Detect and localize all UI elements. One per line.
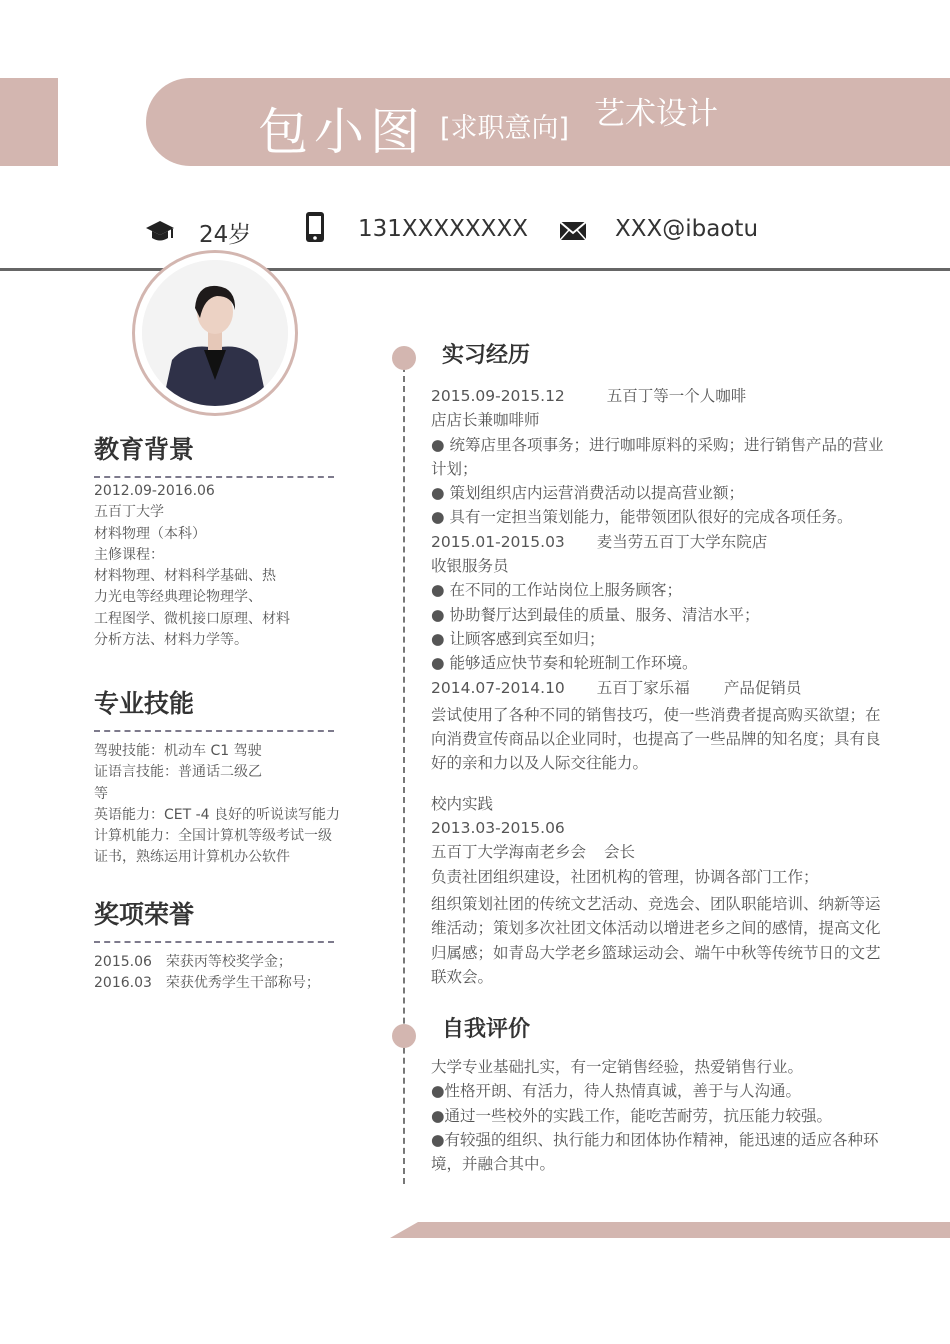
job-role: 收银服务员 [431, 557, 509, 576]
job-bullet: ● 能够适应快节奏和轮班制工作环境。 [431, 654, 698, 673]
award-date: 2016.03 [94, 975, 152, 992]
job-bullet: ● 在不同的工作站岗位上服务顾客； [431, 581, 682, 600]
job-header [431, 676, 891, 700]
education-line: 2012.09-2016.06 [94, 483, 215, 499]
skills-line: 英语能力：CET -4 良好的听说读写能力 [94, 806, 341, 823]
education-line: 力光电等经典理论物理学、 [94, 589, 262, 606]
education-title: 教育背景 [94, 435, 195, 464]
self-eval-content [431, 1055, 891, 1176]
job-intent-value: 艺术设计 [594, 96, 718, 132]
job-period: 2015.09-2015.12 [431, 387, 565, 405]
education-line: 材料物理（本科） [94, 525, 206, 542]
education-line: 分析方法、材料力学等。 [94, 632, 248, 649]
award-item [94, 973, 344, 994]
job-company: 五百丁家乐福 [596, 678, 690, 697]
header-divider [0, 268, 950, 271]
timeline-dot [392, 346, 416, 370]
internship-title: 实习经历 [442, 343, 531, 368]
skills-line: 驾驶技能：机动车 C1 驾驶 [94, 743, 262, 759]
education-divider [94, 476, 334, 478]
job-intent-label: [求职意向] [440, 113, 570, 144]
campus-paragraph: 组织策划社团的传统文艺活动、竞选会、团队职能培训、纳新等运维活动；策划多次社团文体活动以增进老乡之间的感情，提高文化归属感；如青岛大学老乡篮球运动会、端午中秋等传统节日的文艺联欢会。 [431, 894, 881, 986]
profile-photo [132, 250, 298, 416]
job-company: 五百丁等一个人咖啡 [606, 387, 747, 405]
award-date: 2015.06 [94, 954, 152, 970]
self-eval-line: ●通过一些校外的实践工作，能吃苦耐劳，抗压能力较强。 [431, 1106, 833, 1125]
timeline-line [403, 366, 405, 1184]
education-content [94, 481, 344, 651]
education-line: 主修课程： [94, 546, 164, 563]
job-bullet: ● 具有一定担当策划能力，能带领团队很好的完成各项任务。 [431, 508, 853, 527]
skills-line: 等 [94, 785, 108, 802]
job-header [431, 384, 891, 408]
campus-header [431, 840, 891, 864]
campus-period: 2013.03-2015.06 [431, 819, 565, 838]
self-eval-line: ●性格开朗、有活力，待人热情真诚，善于与人沟通。 [431, 1082, 802, 1101]
skills-content [94, 741, 354, 869]
job-bullet: ● 统筹店里各项事务；进行咖啡原料的采购；进行销售产品的营业计划； [431, 435, 884, 478]
job-company: 麦当劳五百丁大学东院店 [596, 532, 768, 551]
awards-divider [94, 941, 334, 943]
job-role: 店店长兼咖啡师 [431, 411, 540, 430]
graduation-cap-icon [144, 216, 174, 248]
skills-line: 证书，熟练运用计算机办公软件 [94, 849, 290, 866]
mail-icon [558, 218, 588, 250]
awards-content [94, 952, 344, 995]
job-bullet: ● 协助餐厅达到最佳的质量、服务、清洁水平； [431, 605, 760, 624]
candidate-name: 包小图 [258, 103, 426, 161]
age-text: 24岁 [199, 222, 252, 248]
footer-accent-bar [390, 1222, 950, 1238]
self-eval-line: 大学专业基础扎实，有一定销售经验，热爱销售行业。 [431, 1058, 804, 1076]
award-text: 荣获丙等校奖学金； [165, 954, 292, 970]
job-period: 2015.01-2015.03 [431, 532, 565, 551]
phone-icon [302, 210, 332, 242]
job-role: 产品促销员 [723, 678, 802, 697]
email-address: XXX@ibaotu [615, 216, 759, 242]
skills-line: 证语言技能：普通话二级乙 [94, 764, 262, 781]
campus-position: 会长 [604, 843, 636, 862]
self-eval-title: 自我评价 [442, 1017, 531, 1042]
campus-line: 负责社团组织建设，社团机构的管理，协调各部门工作； [431, 867, 819, 886]
campus-label: 校内实践 [431, 794, 494, 813]
awards-title: 奖项荣誉 [94, 900, 195, 929]
self-eval-line: ●有较强的组织、执行能力和团体协作精神，能迅速的适应各种环境，并融合其中。 [431, 1130, 879, 1174]
skills-divider [94, 730, 334, 732]
internship-content [431, 384, 891, 989]
job-description: 尝试使用了各种不同的销售技巧，使一些消费者提高购买欲望；在向消费宣传商品以企业同时，也提高了一些品牌的知名度；具有良好的亲和力以及人际交往能力。 [431, 705, 881, 773]
education-line: 材料物理、材料科学基础、热 [94, 568, 276, 585]
job-period: 2014.07-2014.10 [431, 678, 565, 697]
education-line: 五百丁大学 [94, 504, 164, 521]
phone-number: 131XXXXXXXX [358, 216, 528, 242]
job-bullet: ● 让顾客感到宾至如归； [431, 629, 605, 648]
skills-title: 专业技能 [94, 689, 195, 718]
timeline-dot [392, 1024, 416, 1048]
award-text: 荣获优秀学生干部称号； [165, 975, 320, 992]
skills-line: 计算机能力：全国计算机等级考试一级 [94, 828, 332, 845]
job-header [431, 530, 891, 554]
award-item [94, 952, 344, 973]
person-silhouette [142, 260, 288, 406]
header-accent-block [0, 78, 58, 166]
education-line: 工程图学、微机接口原理、材料 [94, 610, 290, 627]
campus-org: 五百丁大学海南老乡会 [431, 843, 587, 862]
job-bullet: ● 策划组织店内运营消费活动以提高营业额； [431, 484, 744, 503]
